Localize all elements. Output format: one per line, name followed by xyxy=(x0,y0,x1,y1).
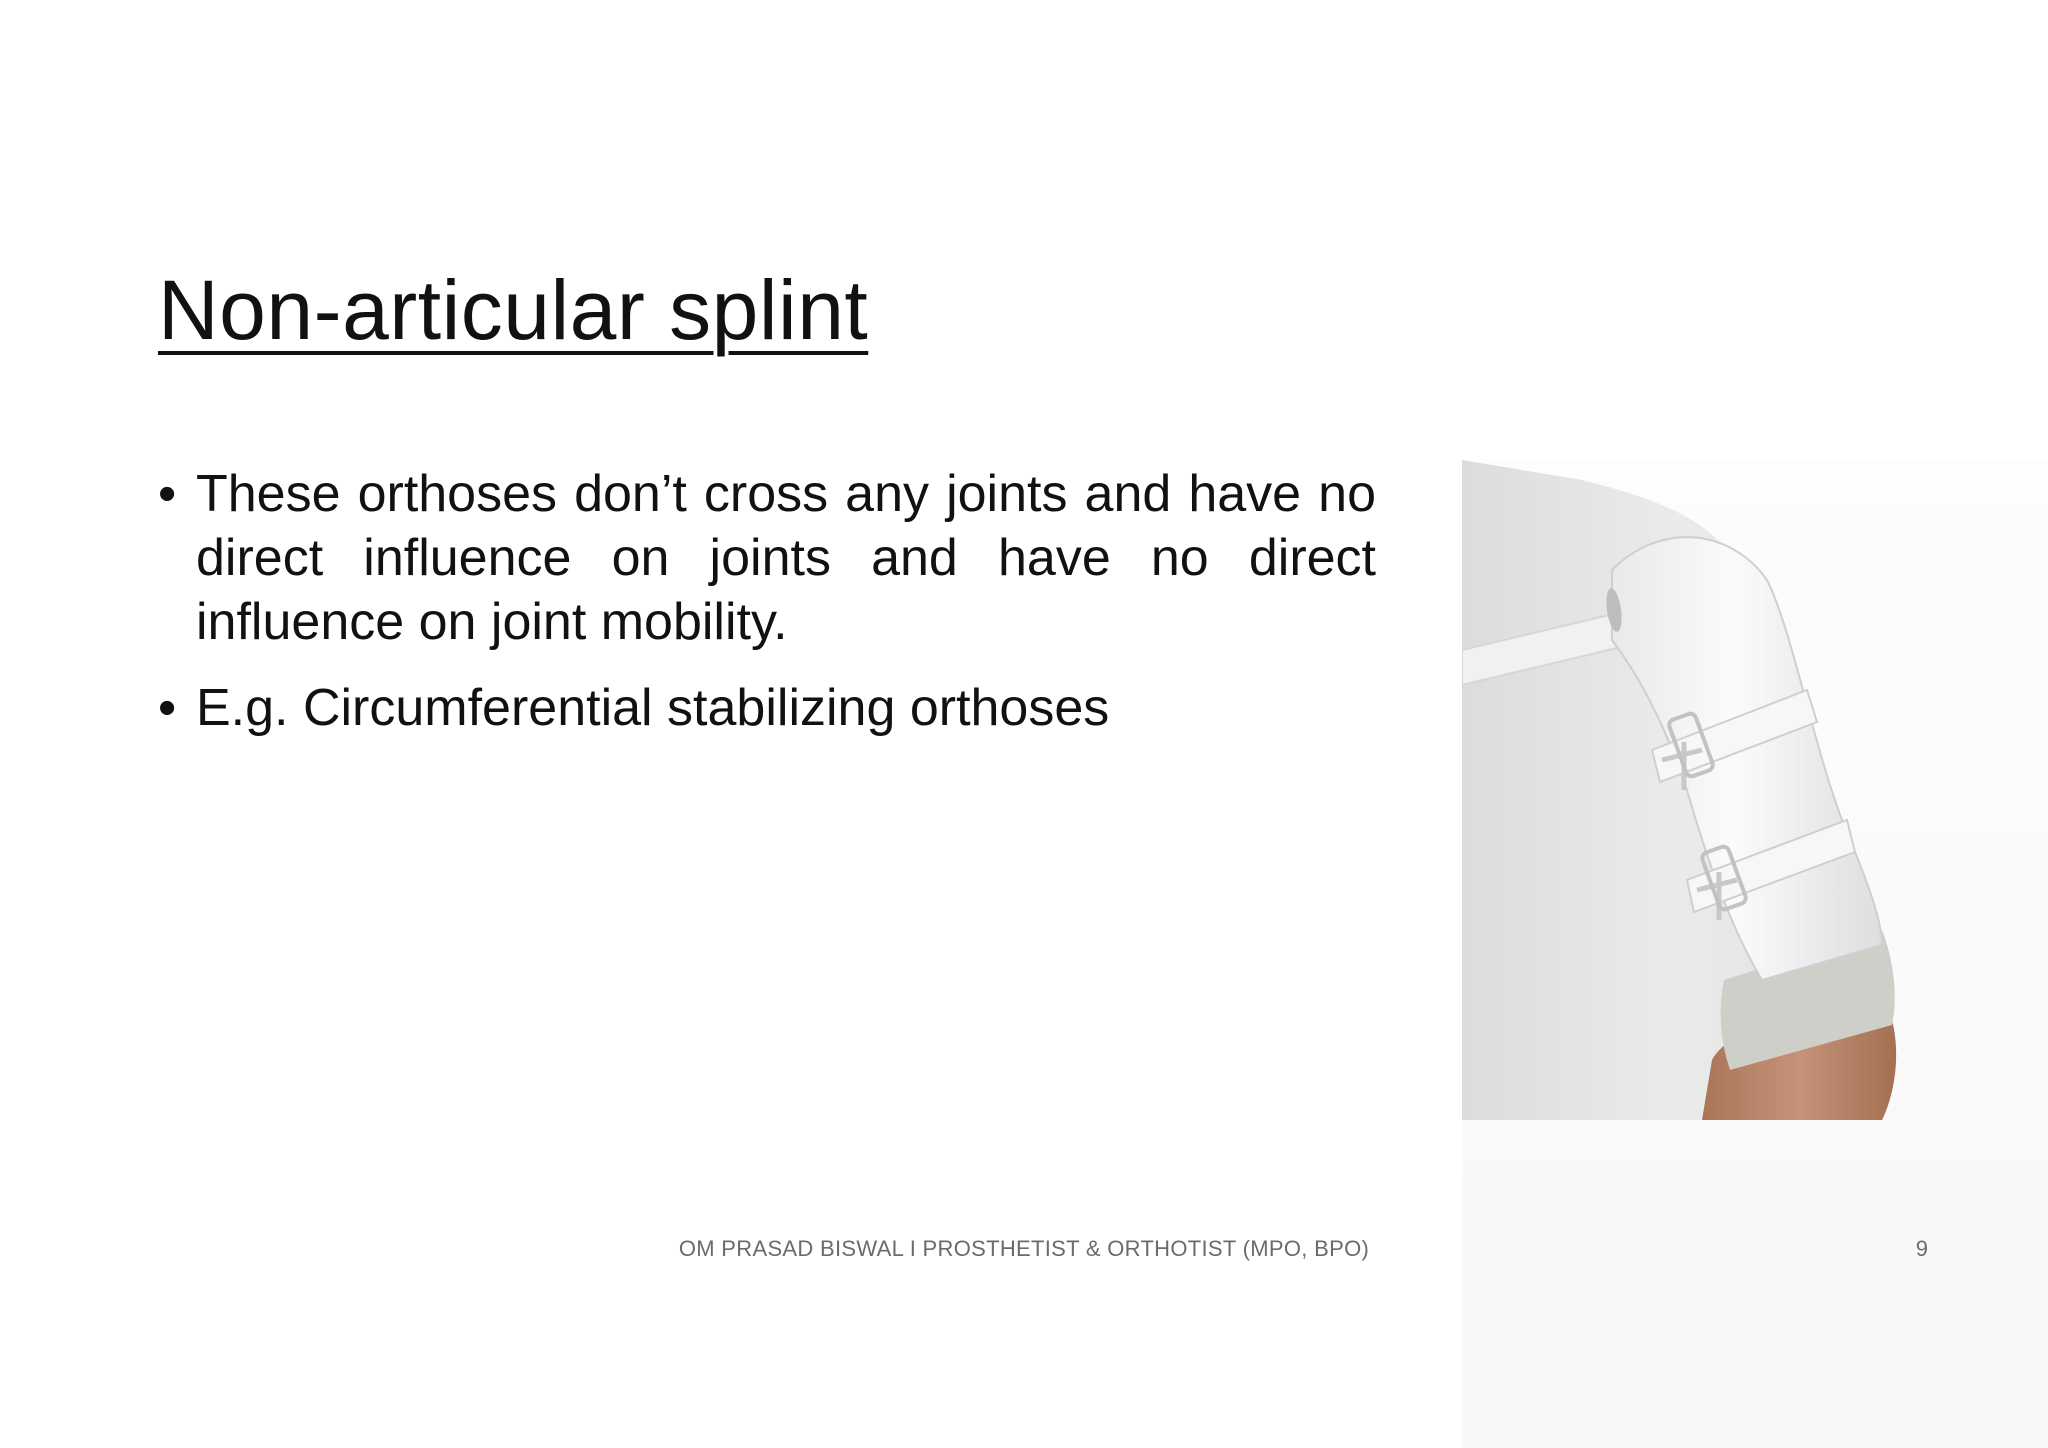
bullet-text: These orthoses don’t cross any joints and have no direct influence on joints and have no direct influence on joint mobility. xyxy=(196,465,1376,651)
bullet-item xyxy=(158,462,1376,654)
footer-text: OM PRASAD BISWAL I PROSTHETIST & ORTHOTIST (MPO, BPO) xyxy=(678,1236,1370,1261)
bullet-list xyxy=(158,462,1376,762)
bullet-dot-icon: • xyxy=(158,679,177,737)
bullet-dot-icon: • xyxy=(158,465,177,523)
bullet-text: E.g. Circumferential stabilizing orthoses xyxy=(196,679,1110,737)
page-number: 9 xyxy=(1915,1236,1928,1261)
bullet-item xyxy=(158,676,1376,740)
humeral-orthosis-photo-icon xyxy=(1462,460,2048,1448)
slide-title: Non-articular splint xyxy=(158,263,869,357)
orthosis-photo xyxy=(1462,460,2048,1448)
